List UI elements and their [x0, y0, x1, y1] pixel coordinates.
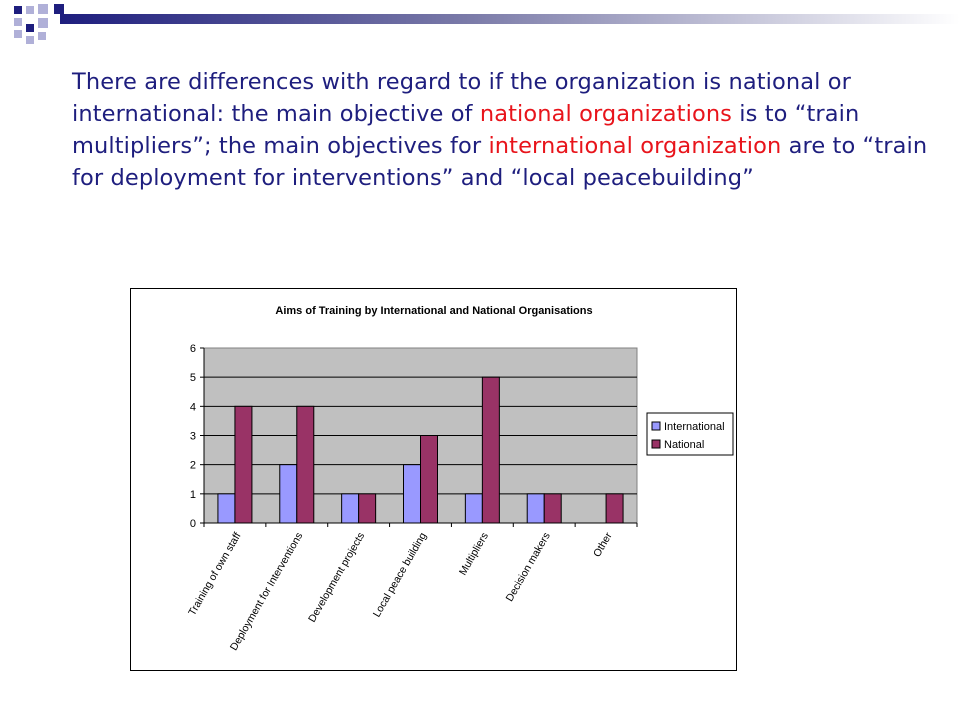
body-text-segment: There are differences with regard to if the organization is national or international: the main objective of [72, 69, 851, 127]
bar-national [421, 436, 438, 524]
legend-swatch [652, 440, 660, 448]
x-category-label: Development projects [306, 530, 368, 625]
bar-international [527, 494, 544, 523]
y-tick-label: 6 [189, 343, 196, 355]
highlighted-text: international organization [488, 133, 782, 159]
deco-square-dark [14, 6, 22, 14]
bar-international [280, 465, 297, 523]
x-category-label: Multipliers [456, 530, 491, 578]
chart-title: Aims of Training by International and National Organisations [275, 305, 593, 317]
y-tick-label: 2 [189, 459, 196, 472]
y-tick-label: 1 [189, 488, 196, 501]
highlighted-text: national organizations [479, 101, 733, 127]
slide-body-text [72, 66, 952, 194]
deco-square-light [26, 36, 34, 44]
legend-label: National [664, 439, 705, 451]
bar-international [465, 494, 482, 523]
bar-international [218, 494, 235, 523]
body-text-segment: is to “train multipliers”; the main objectives for [72, 101, 860, 159]
header-gradient-band [60, 14, 960, 24]
bar-national [606, 494, 623, 523]
x-category-label: Training of own staff [186, 530, 244, 618]
legend-label: International [664, 421, 725, 433]
x-category-label: Other [591, 530, 615, 560]
slide-decoration [0, 0, 960, 60]
bar-national [544, 494, 561, 523]
deco-square-dark [26, 24, 34, 32]
deco-square-light [26, 6, 34, 14]
body-text-segment: are to “train for deployment for interventions” and “local peacebuilding” [72, 133, 928, 191]
x-category-label: Decision makers [503, 530, 553, 604]
bar-national [359, 494, 376, 523]
deco-square-light [38, 4, 48, 14]
legend-swatch [652, 422, 660, 430]
bar-international [404, 465, 421, 523]
bar-national [482, 377, 499, 523]
y-tick-label: 4 [189, 401, 196, 414]
deco-square-light [38, 18, 48, 28]
chart [130, 288, 737, 671]
deco-square-dark [54, 4, 64, 14]
chart-canvas [131, 289, 738, 672]
x-category-label: Deployment for Interventions [227, 530, 306, 653]
deco-square-light [14, 18, 22, 26]
y-tick-label: 5 [189, 372, 196, 385]
bar-international [342, 494, 359, 523]
x-category-label: Local peace building [370, 530, 430, 620]
deco-square-light [14, 30, 22, 38]
bar-national [297, 406, 314, 523]
bar-national [235, 406, 252, 523]
y-tick-label: 0 [189, 518, 196, 530]
y-tick-label: 3 [189, 430, 196, 443]
deco-square-light [38, 32, 46, 40]
